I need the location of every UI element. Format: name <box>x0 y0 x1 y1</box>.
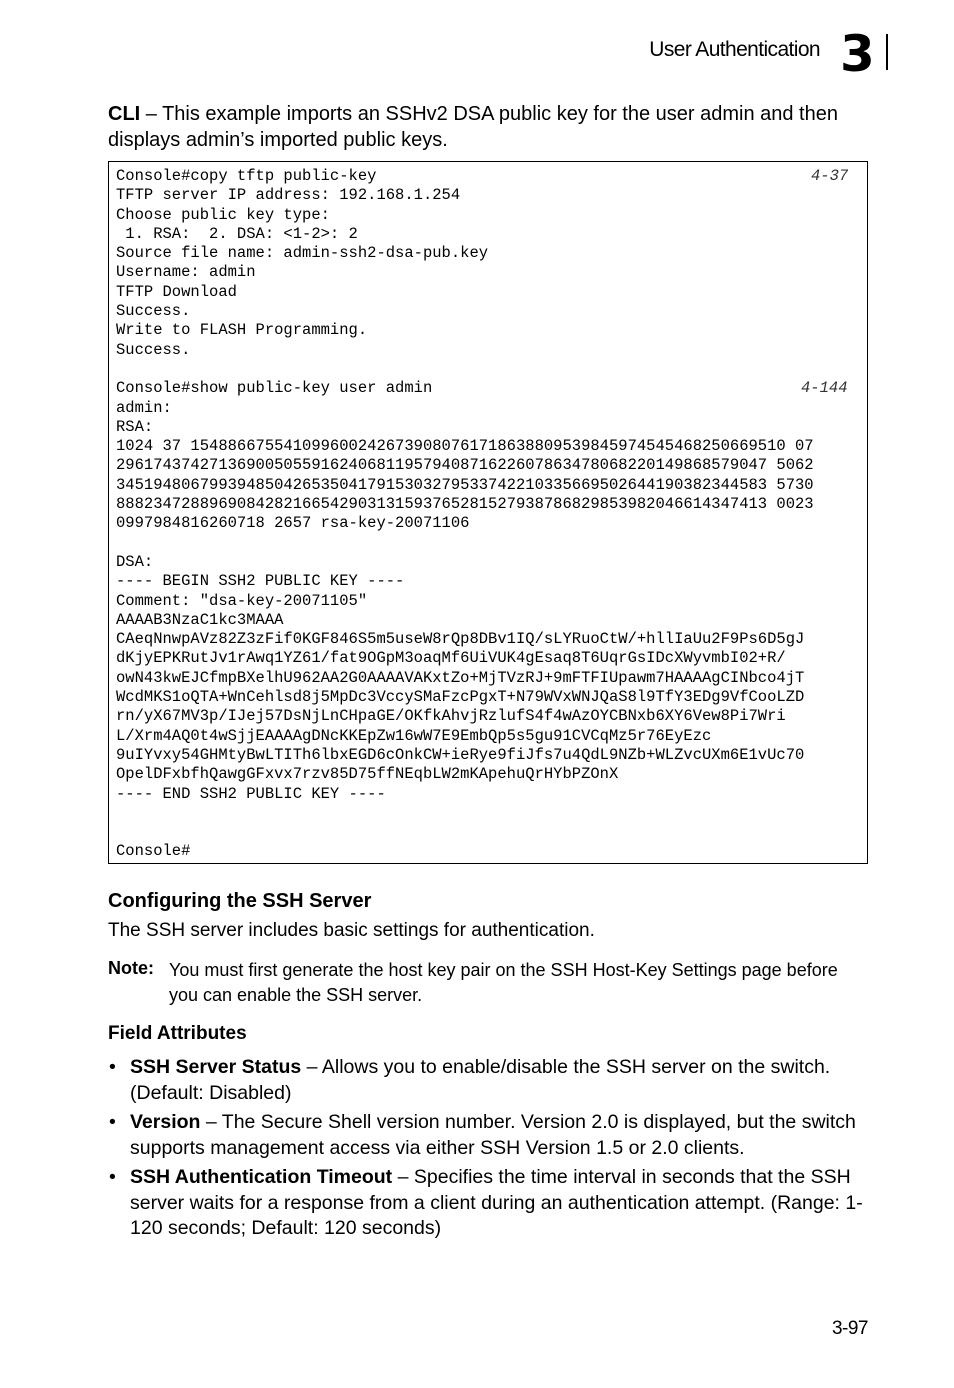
console-line-text: Source file name: admin-ssh2-dsa-pub.key <box>116 244 489 263</box>
console-line <box>116 418 867 437</box>
console-line <box>116 456 867 475</box>
console-line <box>116 206 867 225</box>
console-line <box>116 669 867 688</box>
console-line-text: owN43kwEJCfmpBXelhU962AA2G0AAAAVAKxtZo+MjTVzRJ+9mFTFIUpawm7HAAAAgCINbco4jT <box>116 668 805 687</box>
console-line-text: admin: <box>116 398 172 417</box>
console-line <box>116 321 867 340</box>
console-line-text: 3451948067993948504265350417915303279533742210335669502644190382344583 5730 <box>116 475 814 494</box>
console-line-text: 1024 37 1548866755410996002426739080761718638809539845974545468250669510 07 <box>116 437 814 456</box>
console-line-text: Success. <box>116 340 191 359</box>
console-line-text: 2961743742713690050559162406811957940871622607863478068220149868579047 5062 <box>116 456 814 475</box>
console-line <box>116 804 867 823</box>
cli-label: CLI <box>108 103 141 125</box>
console-line-text: Console#show public-key user admin <box>116 379 433 398</box>
console-line-text: Choose public key type: <box>116 205 330 224</box>
console-line <box>116 534 867 553</box>
console-line <box>116 611 867 630</box>
console-line <box>116 244 867 263</box>
console-line <box>116 283 867 302</box>
console-line <box>116 399 867 418</box>
console-line <box>116 842 867 861</box>
console-line-text: Comment: "dsa-key-20071105" <box>116 591 368 610</box>
console-line-text: TFTP server IP address: 192.168.1.254 <box>116 186 461 205</box>
bullet-icon: • <box>109 1166 116 1188</box>
page-number: 3-97 <box>831 1318 868 1339</box>
console-line-text: OpelDFxbfhQawgGFxvx7rzv85D75ffNEqbLW2mKApehuQrHYbPZOnX <box>116 765 619 784</box>
console-line <box>116 765 867 784</box>
console-line-text: 8882347288969084282166542903131593765281527938786829853982046614347413 0023 <box>116 495 814 514</box>
console-line-text: Success. <box>116 302 191 321</box>
console-line-text: WcdMKS1oQTA+WnCehlsd8j5MpDc3VccySMaFzcPgxT+N79WVxWNJQaS8l9TfY3EDg9VfCooLZD <box>116 688 805 707</box>
cli-intro-paragraph <box>108 101 888 153</box>
console-line <box>116 707 867 726</box>
console-line <box>116 823 867 842</box>
field-attributes-title: Field Attributes <box>108 1023 247 1044</box>
console-line-text: Username: admin <box>116 263 256 282</box>
bullet-icon: • <box>109 1111 116 1133</box>
command-reference-copy: 4-37 <box>811 167 849 185</box>
list-item <box>108 1165 878 1242</box>
note-text: You must first generate the host key pair on the SSH Host-Key Settings page before you can enable the SSH server. <box>169 960 838 1005</box>
field-desc: – Allows you to enable/disable the SSH server on the switch. (Default: Disabled) <box>130 1056 831 1104</box>
console-line <box>116 167 867 186</box>
console-line-text: Write to FLASH Programming. <box>116 321 368 340</box>
console-line <box>116 649 867 668</box>
console-line-text: Console#copy tftp public-key <box>116 167 377 185</box>
console-line-text: TFTP Download <box>116 282 237 301</box>
bullet-icon: • <box>109 1056 116 1078</box>
console-line <box>116 630 867 649</box>
list-item <box>108 1110 878 1161</box>
console-line <box>116 476 867 495</box>
field-term: SSH Authentication Timeout <box>130 1166 393 1188</box>
note-label: Note: <box>108 958 154 978</box>
console-line <box>116 379 867 398</box>
chapter-rule <box>886 34 888 70</box>
console-line <box>116 360 867 379</box>
console-line-text: dKjyEPKRutJv1rAwq1YZ61/fat9OGpM3oaqMf6UiVUK4gEsaq8T6UqrGsIDcXWyvmbI02+R/ <box>116 649 786 668</box>
console-line <box>116 341 867 360</box>
command-reference-show: 4-144 <box>801 379 848 398</box>
console-line <box>116 727 867 746</box>
console-line <box>116 746 867 765</box>
section-title: Configuring the SSH Server <box>108 890 372 912</box>
console-line-text: ---- BEGIN SSH2 PUBLIC KEY ---- <box>116 572 405 591</box>
console-line <box>116 302 867 321</box>
field-term: Version <box>130 1111 201 1133</box>
console-line-text: AAAAB3NzaC1kc3MAAA <box>116 610 284 629</box>
console-line <box>116 225 867 244</box>
section-body: The SSH server includes basic settings for authentication. <box>108 920 595 941</box>
console-line <box>116 572 867 591</box>
console-line <box>116 437 867 456</box>
console-line-text: DSA: <box>116 552 154 571</box>
console-line <box>116 688 867 707</box>
console-line <box>116 263 867 282</box>
console-example-box <box>108 161 868 864</box>
console-line-text: RSA: <box>116 417 154 436</box>
console-line <box>116 553 867 572</box>
console-line-text: rn/yX67MV3p/IJej57DsNjLnCHpaGE/OKfkAhvjRzlufS4f4wAzOYCBNxb6XY6Vew8Pi7Wri <box>116 707 786 726</box>
console-line <box>116 495 867 514</box>
field-desc: – The Secure Shell version number. Version 2.0 is displayed, but the switch supports management access via either SSH Version 1.5 or 2.0 clients. <box>130 1111 856 1159</box>
console-line-text: L/Xrm4AQ0t4wSjjEAAAAgDNcKKEpZw16wW7E9EmbQp5s5gu91CVCqMz5r76EyEzc <box>116 726 712 745</box>
field-attributes-list <box>108 1055 878 1246</box>
console-line-text: CAeqNnwpAVz82Z3zFif0KGF846S5m5useW8rQp8DBv1IQ/sLYRuoCtW/+hllIaUu2F9Ps6D5gJ <box>116 630 805 649</box>
console-line-text: 9uIYvxy54GHMtyBwLTITh6lbxEGD6cOnkCW+ieRye9fiJfs7u4QdL9NZb+WLZvcUXm6E1vUc70 <box>116 745 805 764</box>
console-line-text: 0997984816260718 2657 rsa-key-20071106 <box>116 514 470 533</box>
console-line <box>116 785 867 804</box>
console-line-text: ---- END SSH2 PUBLIC KEY ---- <box>116 784 386 803</box>
console-line <box>116 592 867 611</box>
console-line-text: 1. RSA: 2. DSA: <1-2>: 2 <box>116 224 358 243</box>
running-header-title: User Authentication <box>649 38 820 61</box>
console-line <box>116 514 867 533</box>
field-term: SSH Server Status <box>130 1056 302 1078</box>
console-line-text: Console# <box>116 842 191 861</box>
list-item <box>108 1055 878 1106</box>
console-line <box>116 186 867 205</box>
field-desc: – Specifies the time interval in seconds that the SSH server waits for a response from a client during an authentication attempt. (Range: 1-120 seconds; Default: 120 seconds) <box>130 1166 863 1239</box>
cli-intro-text: – This example imports an SSHv2 DSA public key for the user admin and then displays admin’s imported public keys. <box>108 103 838 151</box>
chapter-number: 3 <box>840 25 875 83</box>
